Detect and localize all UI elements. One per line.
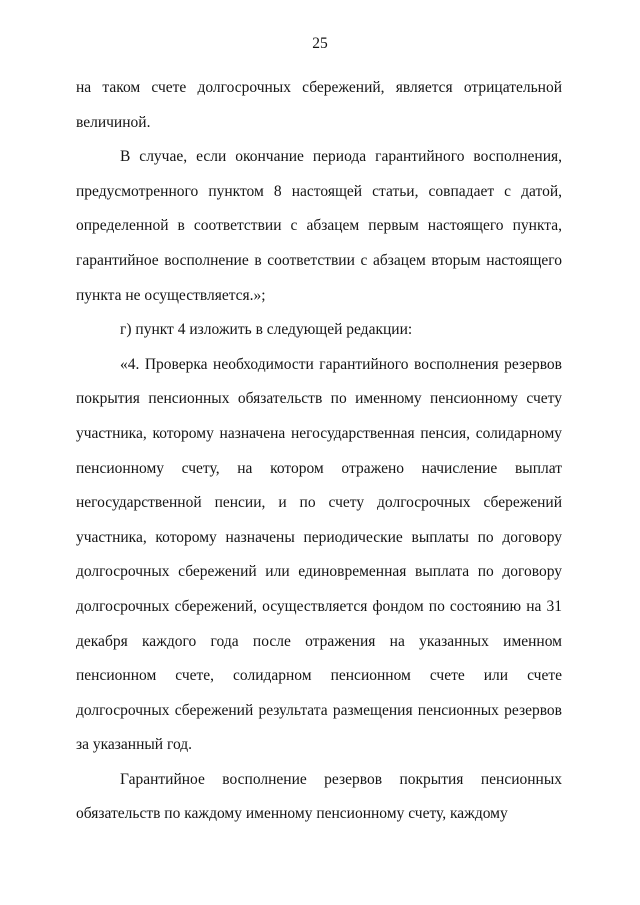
paragraph-guarantee-period: В случае, если окончание периода гарантийного восполнения, предусмотренного пунктом 8 настоящей статьи, совпадает с датой, определенной в соответствии с абзацем первым настоящего пункта, гарантийное восполнение в соответствии с абзацем вторым настоящего пункта не осуществляется.»;	[76, 148, 562, 304]
document-body	[76, 71, 562, 832]
paragraph-continuation: на таком счете долгосрочных сбережений, является отрицательной величиной.	[76, 79, 562, 131]
paragraph-clause-4: «4. Проверка необходимости гарантийного восполнения резервов покрытия пенсионных обязательств по именному пенсионному счету участника, которому назначена негосударственная пенсия, солидарному пенсионному счету, на котором отражено начисление выплат негосударственной пенсии, и по счету долгосрочных сбережений участника, которому назначены периодические выплаты по договору долгосрочных сбережений или единовременная выплата по договору долгосрочных сбережений, осуществляется фондом по состоянию на 31 декабря каждого года после отражения на указанных именном пенсионном счете, солидарном пенсионном счете или счете долгосрочных сбережений результата размещения пенсионных резервов за указанный год.	[76, 355, 562, 754]
paragraph-guarantee-replenishment: Гарантийное восполнение резервов покрытия пенсионных обязательств по каждому именному пенсионному счету, каждому	[76, 770, 562, 823]
page-number: 25	[312, 35, 328, 52]
paragraph-amendment-item-g: г) пункт 4 изложить в следующей редакции:	[120, 321, 413, 339]
